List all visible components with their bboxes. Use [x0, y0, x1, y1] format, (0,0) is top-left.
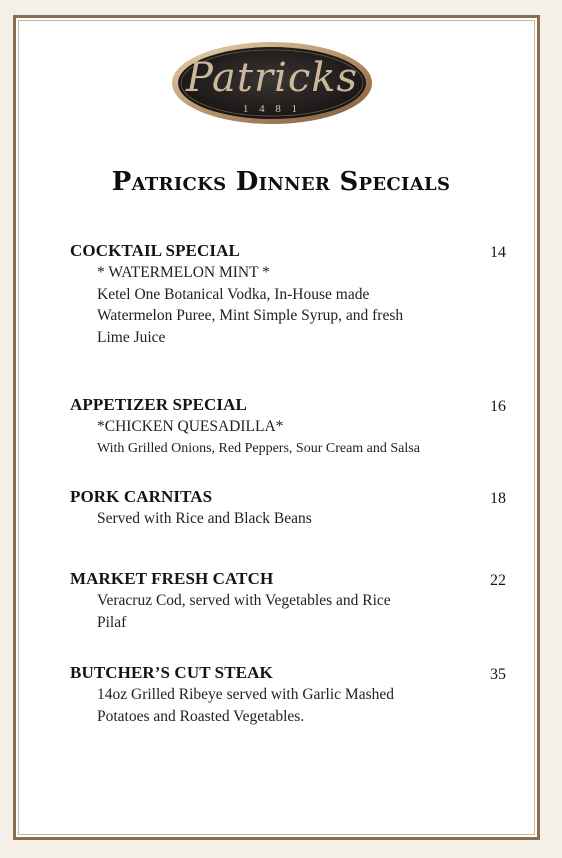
item-description-line: Potatoes and Roasted Vegetables. — [97, 707, 305, 725]
item-name: APPETIZER SPECIAL — [70, 395, 247, 414]
item-description-line: *CHICKEN QUESADILLA* — [97, 418, 284, 435]
item-name: COCKTAIL SPECIAL — [70, 241, 240, 260]
menu-item-pork-carnitas — [70, 486, 510, 530]
menu-item-cocktail-special — [70, 240, 510, 348]
item-name: PORK CARNITAS — [70, 487, 213, 506]
item-description-line: 14oz Grilled Ribeye served with Garlic Mashed — [97, 686, 394, 703]
item-description-line: Served with Rice and Black Beans — [97, 510, 312, 527]
item-price: 16 — [490, 398, 506, 415]
item-description-line: Watermelon Puree, Mint Simple Syrup, and fresh — [97, 307, 404, 324]
item-name: MARKET FRESH CATCH — [70, 569, 274, 588]
logo-brand-text: Patricks — [185, 55, 359, 101]
item-name: BUTCHER’S CUT STEAK — [70, 663, 273, 682]
menu-item-appetizer-special — [70, 394, 510, 459]
item-description-line: Veracruz Cod, served with Vegetables and Rice — [97, 592, 391, 609]
item-description-line: With Grilled Onions, Red Peppers, Sour Cream and Salsa — [97, 440, 420, 456]
item-price: 22 — [490, 572, 506, 589]
item-description-line: Ketel One Botanical Vodka, In-House made — [97, 285, 370, 303]
logo-number-text: 1 4 8 1 — [242, 103, 302, 115]
page-title: Patricks Dinner Specials — [111, 167, 451, 197]
item-description-line: Lime Juice — [97, 328, 166, 346]
item-description-line: * WATERMELON MINT * — [97, 264, 270, 281]
item-description-line: Pilaf — [97, 613, 127, 631]
patricks-logo — [170, 40, 374, 126]
menu-item-butchers-cut-steak — [70, 662, 510, 727]
item-price: 14 — [490, 244, 506, 261]
item-price: 35 — [490, 666, 506, 683]
item-price: 18 — [490, 490, 506, 507]
menu-item-market-fresh-catch — [70, 568, 510, 633]
